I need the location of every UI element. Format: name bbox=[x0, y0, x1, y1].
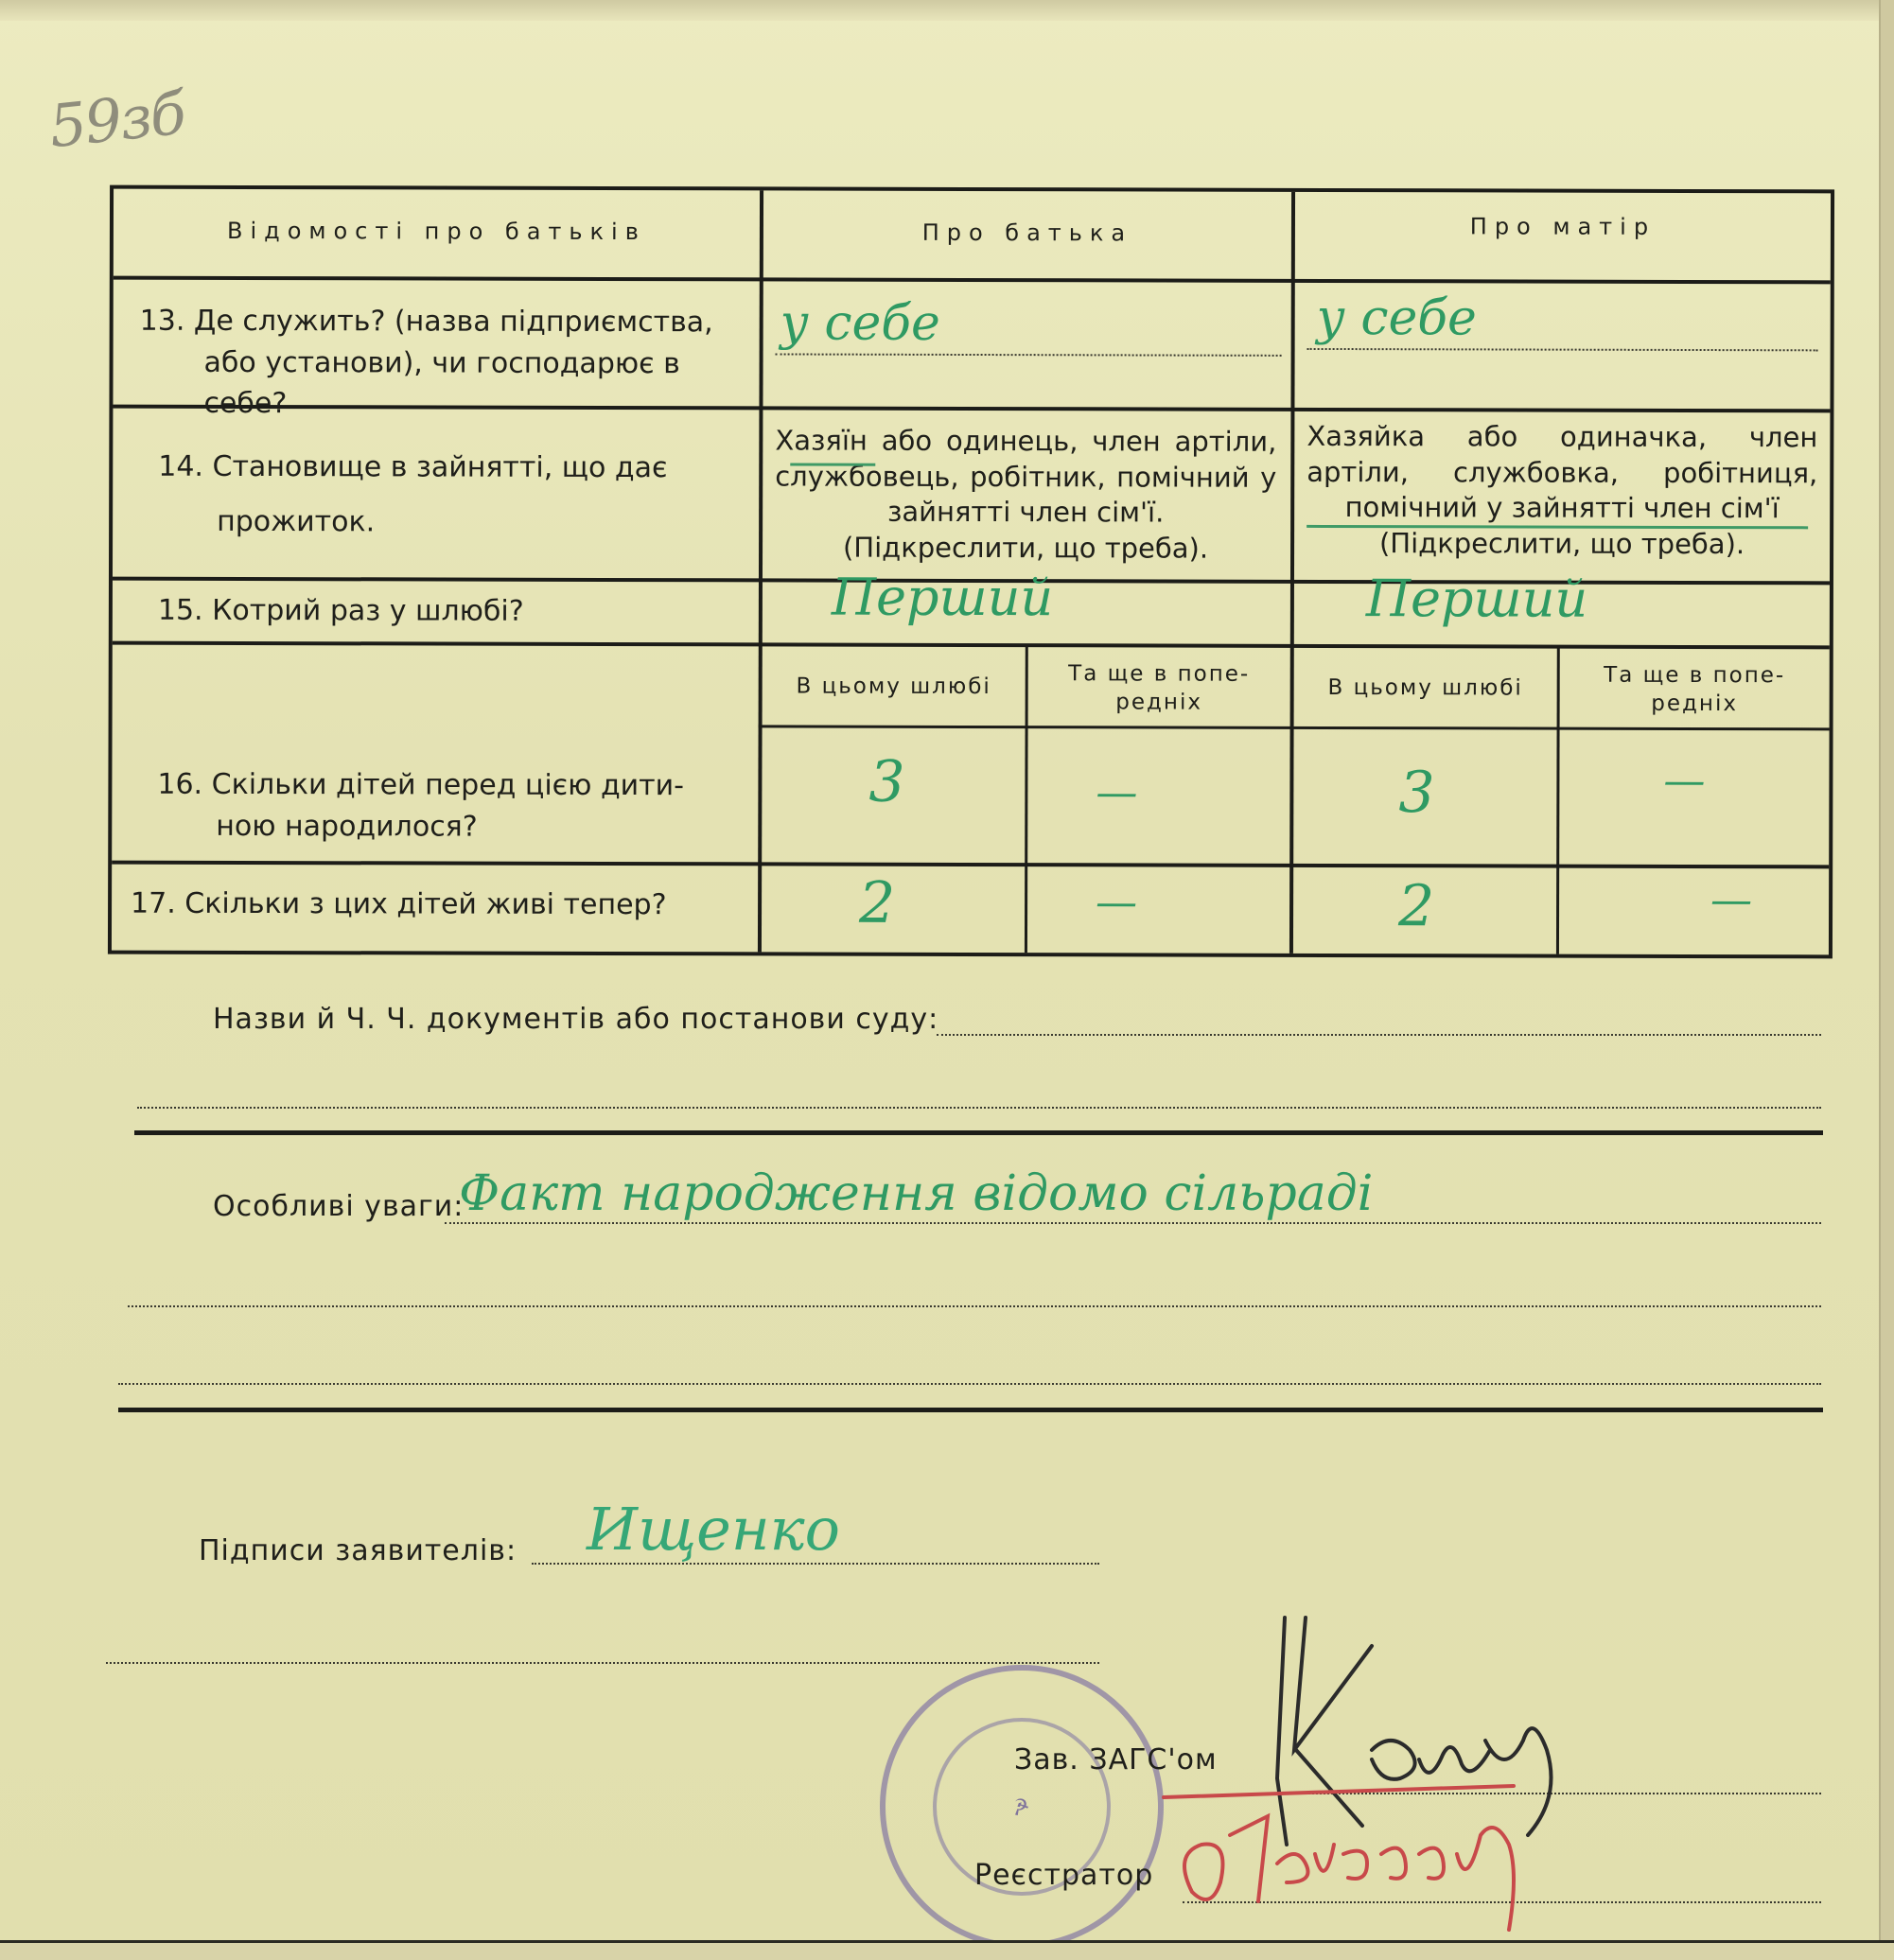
subheader-mother-previous bbox=[1560, 662, 1830, 720]
subheader-mother-this-marriage: В цьому шлюбі bbox=[1327, 674, 1523, 701]
q13-label-line1: 13. Де служить? (назва підприємства, bbox=[139, 304, 713, 340]
remarks-line-3 bbox=[118, 1383, 1821, 1385]
q16-label bbox=[157, 764, 753, 849]
subheader-mother-previous-line2: редніх bbox=[1651, 691, 1739, 717]
page-bottom-edge bbox=[0, 1940, 1894, 1960]
subheader-father-this-marriage: В цьому шлюбі bbox=[796, 674, 991, 700]
q15-mother-answer: Перший bbox=[1365, 569, 1588, 629]
header-father: Про батька bbox=[921, 219, 1133, 247]
q17-mother-this: 2 bbox=[1397, 873, 1435, 940]
table-row-divider bbox=[112, 861, 1829, 869]
registrar-signature-icon bbox=[1154, 1778, 1570, 1958]
q13-mother-answer: у себе bbox=[1316, 289, 1477, 347]
documents-line-2 bbox=[137, 1107, 1821, 1109]
page-right-edge bbox=[1879, 0, 1894, 1960]
applicant-signature: Ищенко bbox=[587, 1495, 841, 1564]
registrar-label: Реєстратор bbox=[974, 1859, 1154, 1892]
official-seal-emblem-icon: ☭ bbox=[1008, 1792, 1036, 1822]
q16-father-prev: — bbox=[1096, 768, 1138, 817]
documents-line-1 bbox=[937, 1034, 1821, 1036]
header-mother: Про матір bbox=[1469, 213, 1657, 240]
q17-mother-prev: — bbox=[1710, 876, 1753, 925]
q17-father-this: 2 bbox=[858, 869, 896, 936]
table-col-divider-2 bbox=[1289, 192, 1295, 954]
header-parents-info: Відомості про батьків bbox=[226, 217, 646, 246]
subheader-father-previous-line2: редніх bbox=[1115, 690, 1203, 715]
table-row-divider bbox=[114, 276, 1831, 285]
table-col-divider-1 bbox=[758, 190, 763, 952]
q16-mother-prev: — bbox=[1663, 756, 1706, 806]
applicant-signature-line-2 bbox=[106, 1662, 1099, 1664]
official-seal-stamp bbox=[880, 1665, 1164, 1949]
q14-mother-options-text: Хазяйка або одиначка, член артіли, службовка, робітниця, помічний у зайнятті член сім'ї bbox=[1307, 419, 1818, 525]
q13-label-line2: або установи), чи господарює в себе? bbox=[203, 345, 680, 421]
q14-father-options bbox=[775, 423, 1276, 567]
section-divider bbox=[134, 1130, 1823, 1135]
subheader-father-previous-line1: Та ще в попе- bbox=[1068, 661, 1251, 687]
applicant-signatures-label: Підписи заявителів: bbox=[199, 1534, 517, 1567]
q14-mother-note: (Підкреслити, що треба). bbox=[1378, 527, 1745, 561]
q13-mother-dotted-line bbox=[1307, 348, 1818, 351]
documents-label: Назви й Ч. Ч. документів або постанови суду: bbox=[213, 1003, 939, 1036]
remarks-line-2 bbox=[128, 1305, 1821, 1307]
q15-father-answer: Перший bbox=[831, 567, 1054, 628]
section-divider bbox=[118, 1408, 1823, 1412]
zags-head-label: Зав. ЗАГС'ом bbox=[1014, 1743, 1218, 1776]
q14-father-options-text: Хазяїн або одинець, член артіли, службовець, робітник, помічний у зайнятті член сім'ї. bbox=[775, 424, 1277, 529]
q16-label-line1: 16. Скільки дітей перед цією дити- bbox=[157, 767, 685, 803]
remarks-value: Факт народження відомо сільраді bbox=[459, 1165, 1374, 1222]
remarks-label: Особливі уваги: bbox=[213, 1190, 465, 1223]
q17-label: 17. Скільки з цих дітей живі тепер? bbox=[131, 886, 667, 922]
q16-mother-this: 3 bbox=[1398, 760, 1435, 827]
subheader-father-previous bbox=[1028, 660, 1290, 718]
q13-label bbox=[139, 301, 754, 426]
q16-label-line2: ною народилося? bbox=[216, 809, 478, 844]
q14-label bbox=[158, 446, 745, 544]
remarks-line-1 bbox=[445, 1222, 1821, 1224]
q15-label: 15. Котрий раз у шлюбі? bbox=[157, 593, 524, 628]
subheader-mother-previous-line1: Та ще в попе- bbox=[1604, 662, 1786, 689]
parents-info-table bbox=[108, 185, 1834, 959]
q14-father-note: (Підкреслити, що треба). bbox=[842, 531, 1209, 565]
archive-number: 59зб bbox=[45, 78, 187, 162]
q14-mother-options bbox=[1307, 419, 1817, 563]
q17-father-prev: — bbox=[1096, 878, 1138, 927]
q14-label-line1: 14. Становище в зайнятті, що дає bbox=[158, 449, 668, 485]
q14-label-line2: прожиток. bbox=[217, 504, 376, 538]
q13-father-answer: у себе bbox=[780, 294, 940, 352]
page-top-edge bbox=[0, 0, 1894, 21]
q13-father-dotted-line bbox=[776, 353, 1282, 356]
q14-father-selection-underline bbox=[790, 463, 875, 465]
q16-father-this: 3 bbox=[868, 748, 905, 815]
table-row-divider bbox=[113, 641, 1830, 650]
